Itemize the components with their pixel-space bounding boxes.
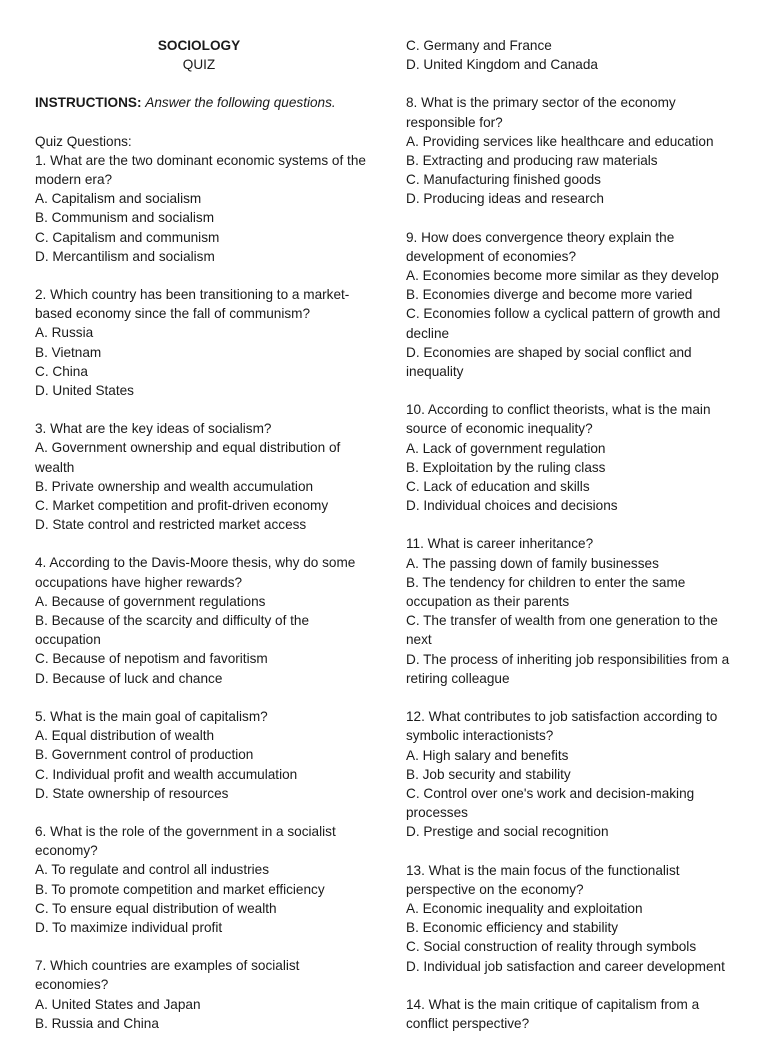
- option: C. Lack of education and skills: [406, 479, 590, 495]
- question-block: [406, 93, 736, 208]
- header: [35, 36, 363, 74]
- option: B. Economies diverge and become more varied: [406, 287, 693, 303]
- option: C. Market competition and profit-driven economy: [35, 498, 329, 514]
- option: D. State control and restricted market access: [35, 517, 307, 533]
- question-text: 11. What is career inheritance?: [406, 536, 594, 552]
- option: C. Capitalism and communism: [35, 229, 220, 245]
- option: D. United States: [35, 383, 134, 399]
- page-title: SOCIOLOGY: [157, 38, 241, 53]
- option: A. Government ownership and equal distribution of wealth: [35, 440, 341, 475]
- option: B. Because of the scarcity and difficulty of the occupation: [35, 613, 310, 648]
- option: C. The transfer of wealth from one generation to the next: [406, 613, 718, 648]
- option: D. Producing ideas and research: [406, 191, 604, 207]
- option: A. Because of government regulations: [35, 593, 266, 609]
- option: D. Individual job satisfaction and career development: [406, 958, 725, 974]
- option: D. To maximize individual profit: [35, 919, 223, 935]
- question-text: 6. What is the role of the government in a socialist economy?: [35, 823, 336, 859]
- option: D. Individual choices and decisions: [406, 498, 618, 514]
- option: B. Communism and socialism: [35, 210, 215, 226]
- question-block: [35, 822, 370, 937]
- question-block: [35, 956, 370, 1033]
- option: B. Extracting and producing raw materials: [406, 153, 658, 169]
- option: C. Control over one's work and decision-making processes: [406, 785, 695, 821]
- question-text: 12. What contributes to job satisfaction according to symbolic interactionists?: [406, 709, 718, 744]
- option: B. Vietnam: [35, 344, 102, 360]
- question-text: 14. What is the main critique of capitalism from a conflict perspective?: [406, 996, 700, 1031]
- question-block: [35, 419, 370, 534]
- option: B. Job security and stability: [406, 766, 571, 782]
- option: A. United States and Japan: [35, 996, 201, 1012]
- option: B. To promote competition and market efficiency: [35, 881, 325, 897]
- option: A. High salary and benefits: [406, 747, 569, 763]
- question-block: [35, 151, 370, 266]
- option: D. The process of inheriting job responsibilities from a retiring colleague: [406, 651, 730, 686]
- question-text: 13. What is the main focus of the functionalist perspective on the economy?: [406, 862, 680, 897]
- option: B. Private ownership and wealth accumulation: [35, 478, 314, 494]
- option: C. Individual profit and wealth accumulation: [35, 766, 298, 782]
- question-text: 7. Which countries are examples of socialist economies?: [35, 958, 300, 993]
- question-block: [406, 228, 736, 382]
- question-text: 10. According to conflict theorists, what is the main source of economic inequality?: [406, 402, 711, 437]
- option: C. Economies follow a cyclical pattern of growth and decline: [406, 306, 721, 341]
- option: B. Economic efficiency and stability: [406, 920, 619, 936]
- question-block: [406, 534, 736, 688]
- option: C. Manufacturing finished goods: [406, 172, 601, 188]
- question-block: [406, 861, 736, 976]
- option: D. Prestige and social recognition: [406, 824, 609, 840]
- question-text: 9. How does convergence theory explain the development of economies?: [406, 229, 675, 264]
- option: C. China: [35, 363, 88, 379]
- question-block: [35, 553, 370, 687]
- question-block: [406, 995, 736, 1033]
- question-block: [35, 707, 370, 803]
- question-text: 8. What is the primary sector of the economy responsible for?: [406, 95, 676, 130]
- option: D. Economies are shaped by social conflict and inequality: [406, 344, 692, 380]
- option: A. Equal distribution of wealth: [35, 728, 215, 744]
- question-text: 5. What is the main goal of capitalism?: [35, 708, 268, 724]
- option: B. Russia and China: [35, 1015, 159, 1031]
- quiz-label: Quiz Questions:: [35, 133, 132, 149]
- question-text: 2. Which country has been transitioning to a market-based economy since the fall of communism?: [35, 287, 350, 322]
- left-column: [35, 36, 370, 1052]
- option: D. Because of luck and chance: [35, 670, 223, 686]
- page-subtitle: QUIZ: [182, 57, 216, 73]
- option: A. Economies become more similar as they develop: [406, 268, 719, 284]
- option: D. United Kingdom and Canada: [406, 57, 598, 73]
- question-text: 1. What are the two dominant economic systems of the modern era?: [35, 152, 366, 188]
- option: C. Social construction of reality through symbols: [406, 939, 697, 955]
- option: A. The passing down of family businesses: [406, 555, 659, 571]
- option: A. To regulate and control all industries: [35, 862, 270, 878]
- option: A. Providing services like healthcare and education: [406, 133, 714, 149]
- option: C. Because of nepotism and favoritism: [35, 651, 268, 667]
- right-column: [406, 36, 736, 1052]
- question-block: [406, 707, 736, 841]
- option: B. Government control of production: [35, 747, 254, 763]
- question-block: [406, 400, 736, 515]
- instructions-label: INSTRUCTIONS:: [35, 95, 142, 111]
- instructions-text: Answer the following questions.: [145, 95, 336, 111]
- option: C. Germany and France: [406, 38, 552, 53]
- option: D. State ownership of resources: [35, 785, 229, 801]
- question-text: 3. What are the key ideas of socialism?: [35, 421, 272, 437]
- option: A. Russia: [35, 325, 94, 341]
- right-question-list: [406, 93, 736, 1033]
- option: A. Lack of government regulation: [406, 440, 606, 456]
- option: D. Mercantilism and socialism: [35, 248, 215, 264]
- option: A. Capitalism and socialism: [35, 191, 202, 207]
- question-block: [35, 285, 370, 400]
- question-text: 4. According to the Davis-Moore thesis, why do some occupations have higher rewards?: [35, 555, 356, 590]
- option: C. To ensure equal distribution of wealth: [35, 900, 277, 916]
- instructions: [35, 93, 370, 112]
- left-question-list: [35, 151, 370, 1033]
- option: A. Economic inequality and exploitation: [406, 900, 643, 916]
- question-7-continuation: [406, 36, 736, 74]
- option: B. The tendency for children to enter the same occupation as their parents: [406, 574, 686, 610]
- option: B. Exploitation by the ruling class: [406, 459, 606, 475]
